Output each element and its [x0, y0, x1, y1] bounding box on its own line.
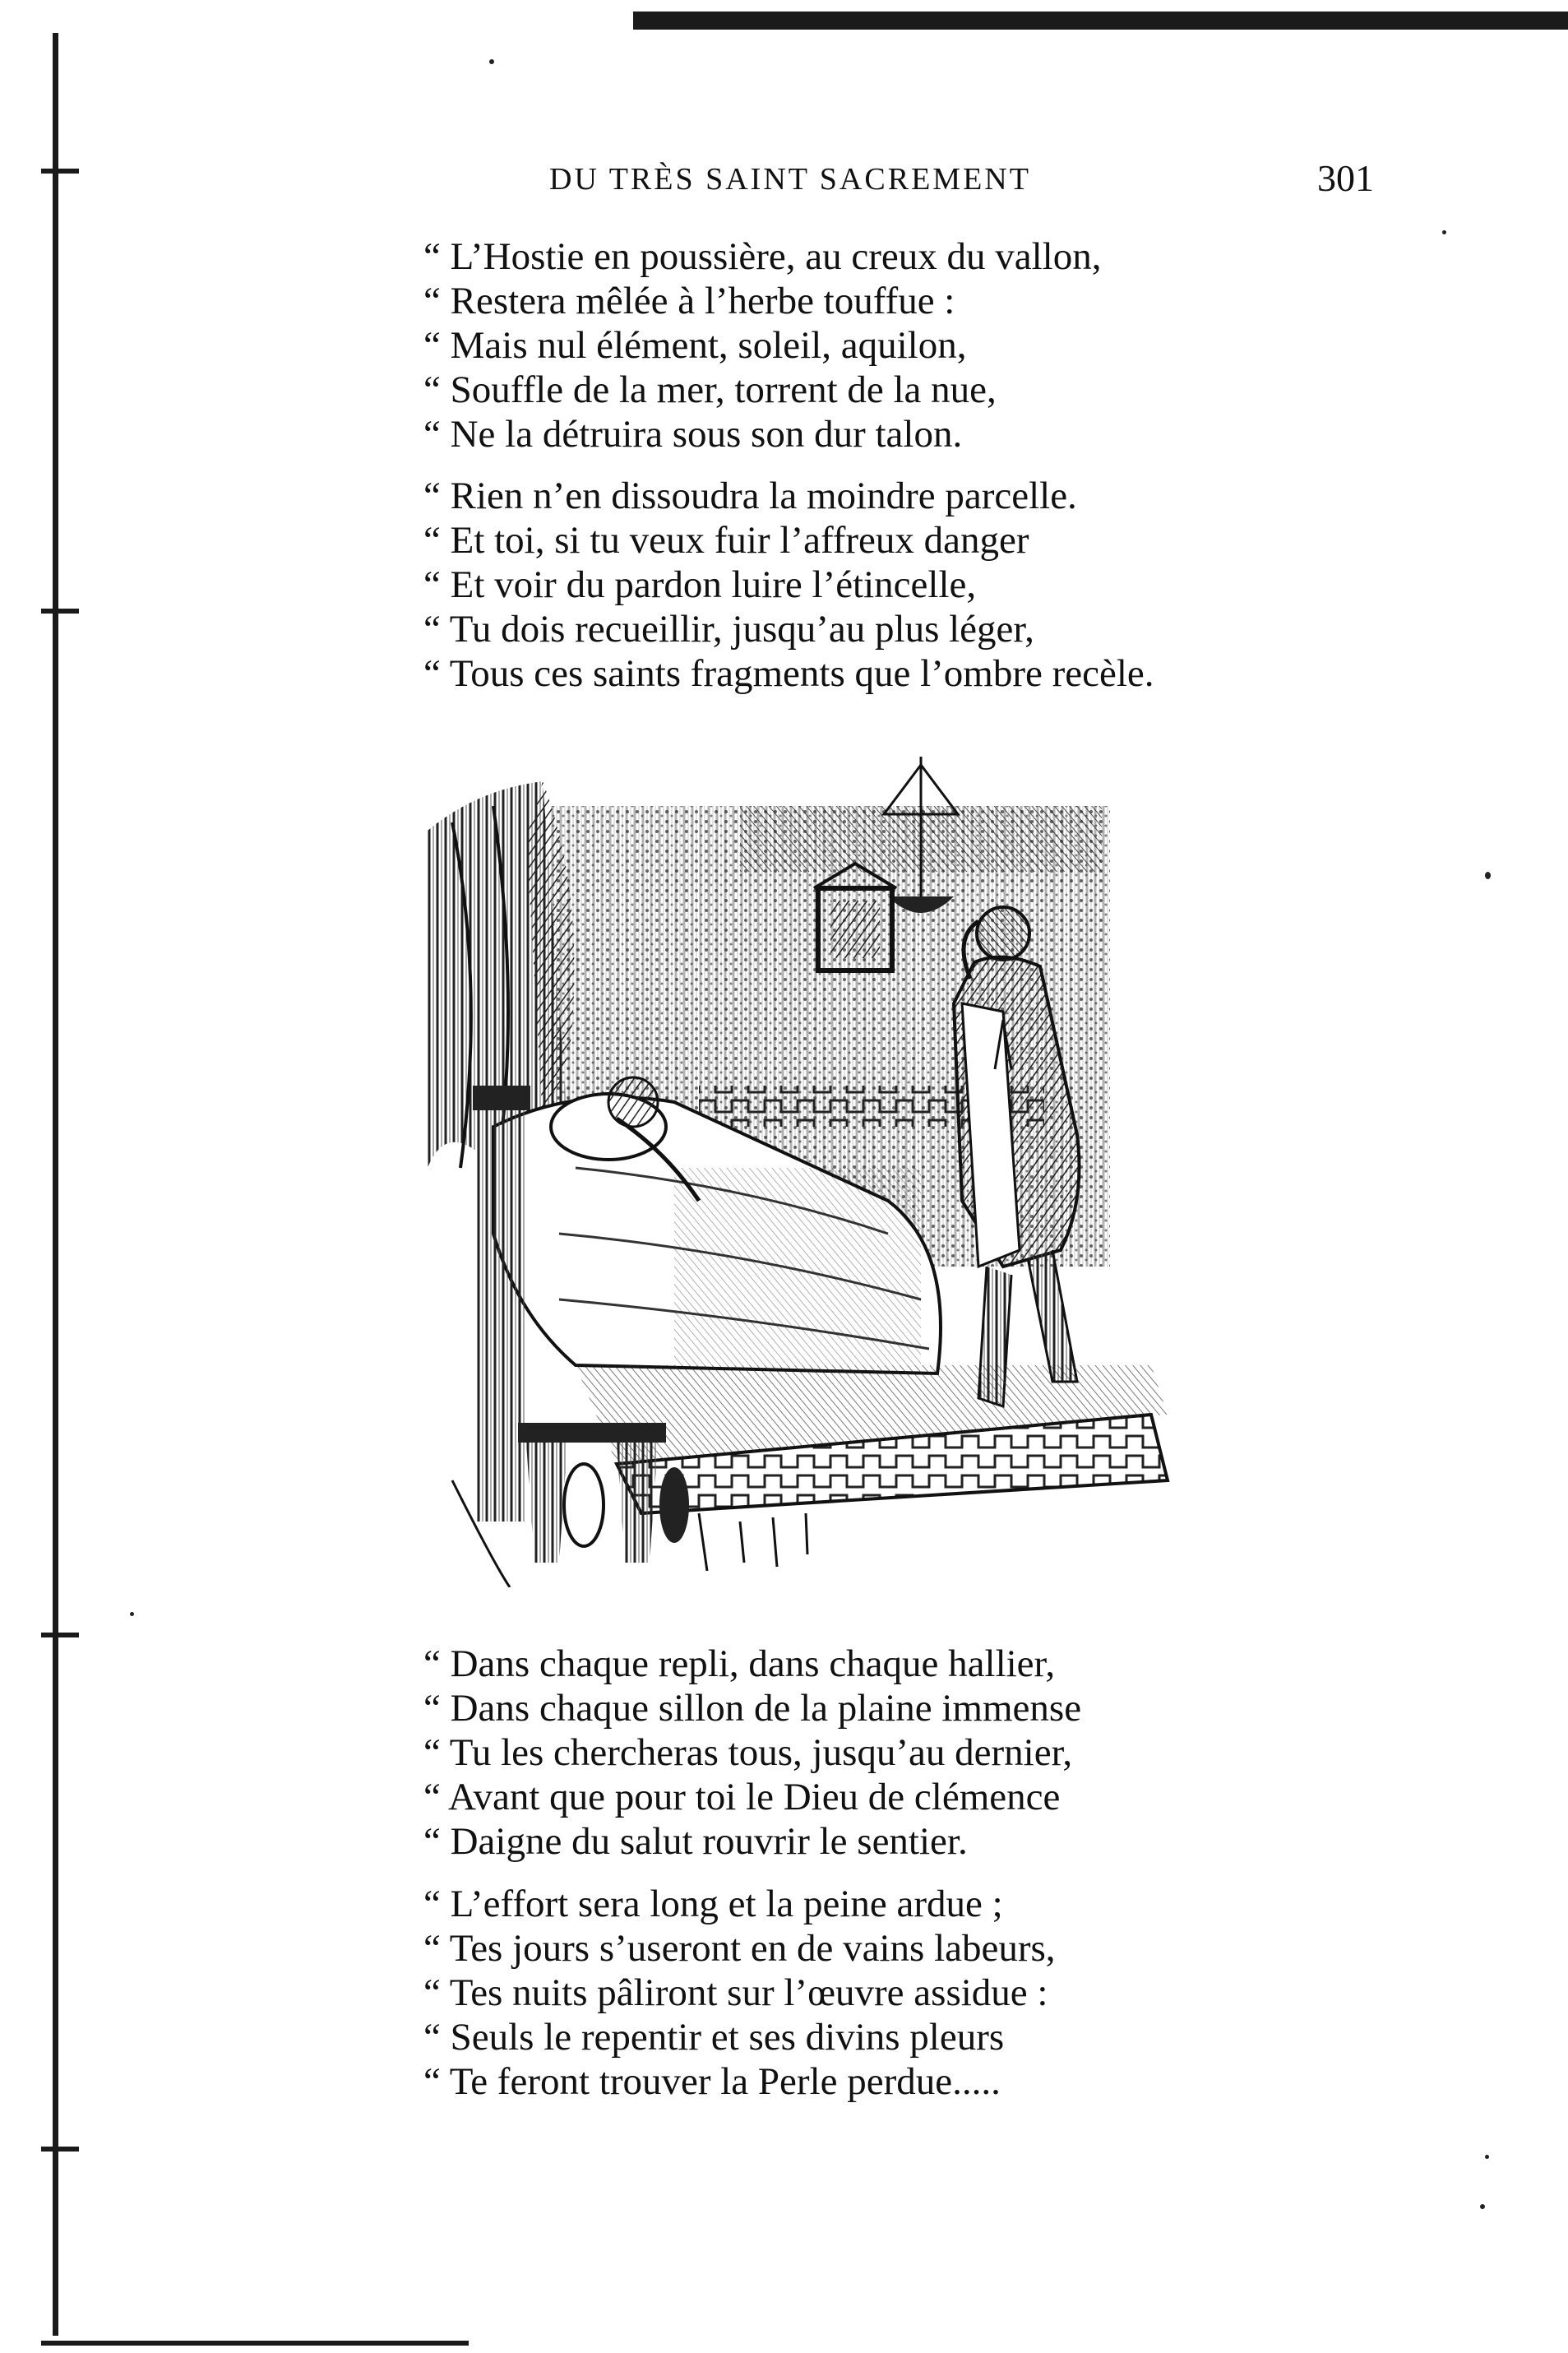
verse-line: “ Tes jours s’useront en de vains labeurs,: [423, 1927, 1056, 1970]
verse-line: “ Te feront trouver la Perle perdue.....: [423, 2060, 1001, 2103]
binding-mark: [41, 2341, 469, 2346]
stanza-1: [423, 234, 1101, 456]
verse-line: “ L’Hostie en poussière, au creux du vallon,: [423, 235, 1102, 278]
print-speck: [1485, 872, 1491, 879]
stanza-4: [423, 1882, 1056, 2104]
stanza-2: [423, 474, 1154, 696]
binding-mark: [41, 2147, 79, 2152]
print-speck: [1485, 2155, 1489, 2159]
verse-line: “ Tu dois recueillir, jusqu’au plus léger,: [423, 608, 1034, 651]
verse-line: “ Seuls le repentir et ses divins pleurs: [423, 2016, 1005, 2059]
page-number: 301: [1317, 157, 1374, 199]
verse-line: “ Daigne du salut rouvrir le sentier.: [423, 1820, 968, 1863]
verse-line: “ Tes nuits pâliront sur l’œuvre assidue :: [423, 1971, 1048, 2014]
verse-line: “ Mais nul élément, soleil, aquilon,: [423, 324, 967, 367]
binding-mark: [41, 1633, 79, 1637]
print-speck: [1480, 2204, 1485, 2209]
binding-edge: [53, 33, 58, 2336]
bedside-scene-icon: [428, 740, 1192, 1587]
stanza-3: [423, 1642, 1081, 1864]
verse-line: “ Et toi, si tu veux fuir l’affreux danger: [423, 519, 1029, 562]
verse-line: “ Tous ces saints fragments que l’ombre recèle.: [423, 652, 1154, 695]
verse-line: “ Restera mêlée à l’herbe touffue :: [423, 280, 955, 322]
print-speck: [130, 1612, 134, 1616]
verse-line: “ Rien n’en dissoudra la moindre parcelle.: [423, 475, 1077, 517]
print-speck: [1442, 230, 1446, 234]
engraving-illustration: [428, 740, 1192, 1587]
verse-line: “ Dans chaque sillon de la plaine immense: [423, 1687, 1082, 1730]
verse-line: “ Tu les chercheras tous, jusqu’au dernier,: [423, 1731, 1073, 1774]
verse-line: “ Ne la détruira sous son dur talon.: [423, 413, 963, 456]
top-rule: [633, 8, 1568, 30]
verse-line: “ Dans chaque repli, dans chaque hallier,: [423, 1642, 1056, 1685]
verse-line: “ Souffle de la mer, torrent de la nue,: [423, 368, 997, 411]
print-speck: [489, 59, 494, 64]
verse-line: “ Avant que pour toi le Dieu de clémence: [423, 1776, 1061, 1818]
binding-mark: [41, 609, 79, 614]
page-header: [0, 157, 1568, 211]
verse-line: “ Et voir du pardon luire l’étincelle,: [423, 563, 977, 606]
running-title: DU TRÈS SAINT SACREMENT: [549, 162, 1031, 197]
verse-line: “ L’effort sera long et la peine ardue ;: [423, 1883, 1003, 1925]
